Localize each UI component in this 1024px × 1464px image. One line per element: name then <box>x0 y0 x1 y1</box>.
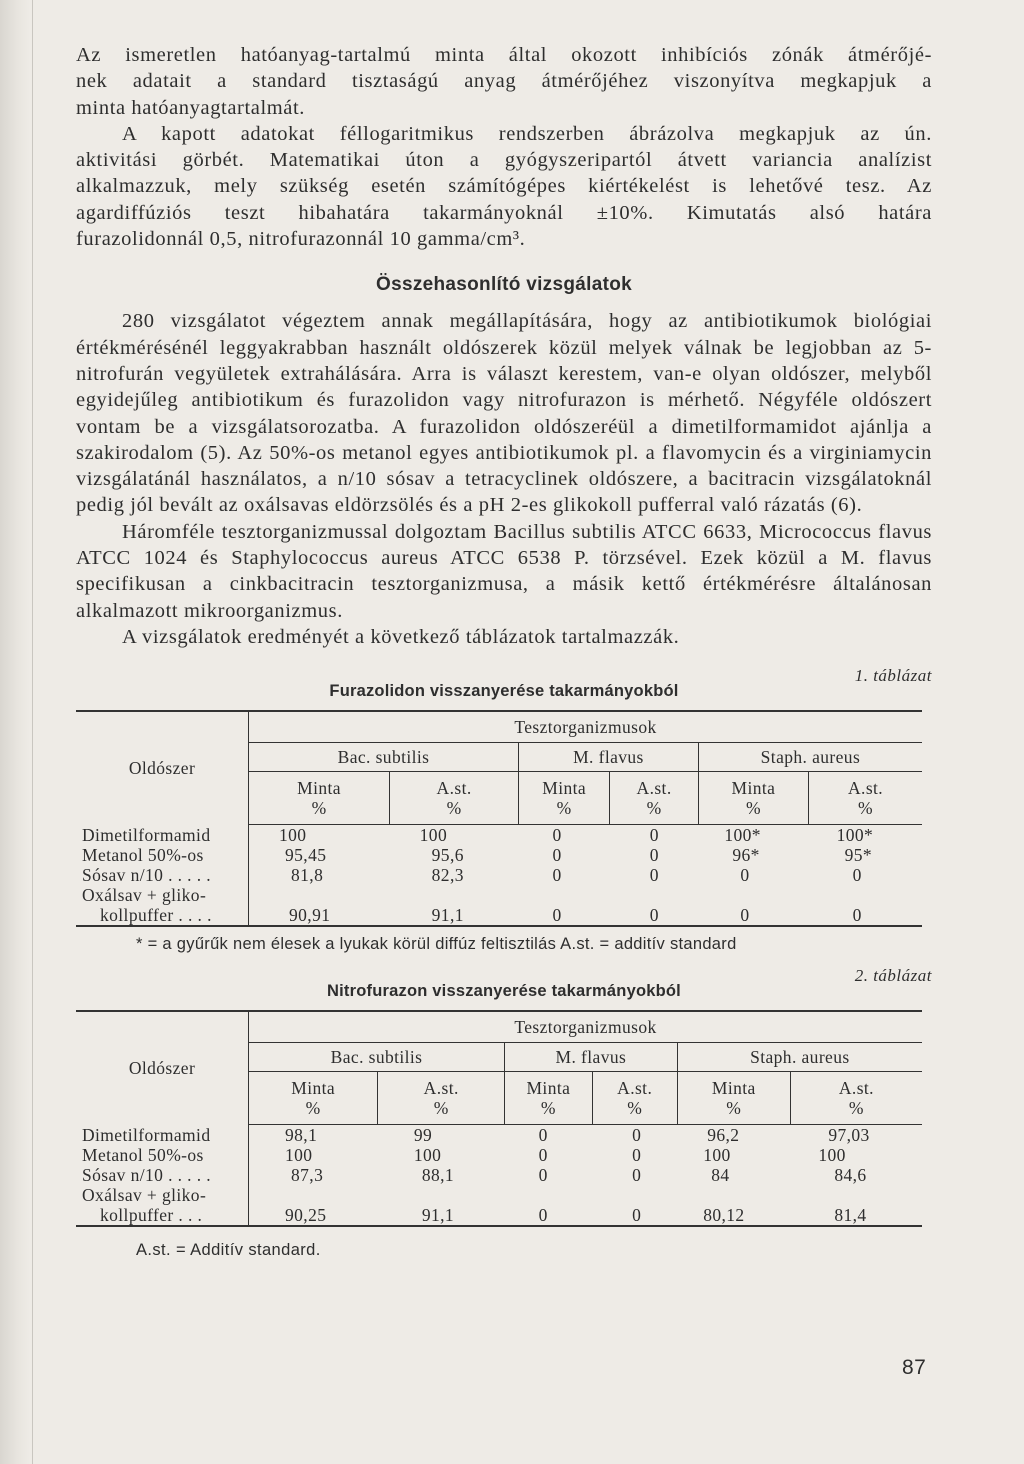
table2-organism-header: Staph. aureus <box>677 1043 922 1072</box>
table1-subheader: Minta % <box>519 772 610 825</box>
table2-col-sta-ast: 97,03 100 84,6 81,4 <box>818 1125 870 1226</box>
table1-subheader: Minta % <box>698 772 808 825</box>
table2-solvent-header: Oldószer <box>76 1011 249 1125</box>
table2-subheader: Minta % <box>505 1072 593 1125</box>
table2-title: Nitrofurazon visszanyerése takarmányokból <box>327 982 681 1001</box>
solvent-name: Metanol 50%-os <box>82 844 204 865</box>
intro-line: agardiffúziós teszt hibahatára takarmányoknál ±10%. Kimutatás alsó határa <box>76 201 932 224</box>
table2-col-sta-minta: 96,2 100 84 80,12 <box>703 1125 745 1226</box>
table1-col-bac-ast: 100 95,6 82,3 91,1 <box>419 825 464 926</box>
table1-subheader: A.st. % <box>390 772 519 825</box>
solvent-name: Dimetilformamid <box>82 1124 211 1145</box>
table2 <box>76 1010 922 1227</box>
intro-line: nek adatait a standard tisztaságú anyag átmérőjéhez viszonyítva megkapjuk a <box>76 70 932 93</box>
table1-organism-header: Bac. subtilis <box>249 743 519 772</box>
table2-subheader: A.st. % <box>592 1072 677 1125</box>
intro-line: furazolidonnál 0,5, nitrofurazonnál 10 gamma/cm³. <box>76 228 526 251</box>
intro-line: alkalmazzuk, mely szükség esetén számítógépes kiértékelést is lehetővé tesz. Az <box>76 175 932 198</box>
table2-body <box>76 1125 922 1227</box>
table1-body <box>76 825 922 927</box>
table1-header <box>76 666 932 706</box>
table1-subheader: A.st. % <box>809 772 922 825</box>
table1-title: Furazolidon visszanyerése takarmányokból <box>329 682 679 701</box>
table1-footnote: * = a gyűrűk nem élesek a lyukak körül diffúz feltisztilás A.st. = additív standard <box>136 935 737 954</box>
table2-number: 2. táblázat <box>854 966 932 986</box>
table2-footnote: A.st. = Additív standard. <box>136 1241 321 1260</box>
intro-line: Az ismeretlen hatóanyag-tartalmú minta által okozott inhibíciós zónák átmérőjé- <box>76 44 932 66</box>
table1-solvent-header: Oldószer <box>76 711 249 825</box>
table2-subheader: A.st. % <box>378 1072 505 1125</box>
solvent-name: Sósav n/10 . . . . . <box>82 864 212 885</box>
table2-col-bac-minta: 98,1 100 87,3 90,25 <box>285 1125 327 1226</box>
page-number: 87 <box>902 1356 927 1379</box>
solvent-name: Dimetilformamid <box>82 824 211 845</box>
page-content <box>76 42 932 1260</box>
table1-subheader: A.st. % <box>610 772 699 825</box>
intro-line: aktivitási görbét. Matematikai úton a gyógyszeripartól átvett variancia analízist <box>76 149 932 172</box>
solvent-name: Oxálsav + gliko- <box>82 1184 207 1205</box>
table1 <box>76 710 922 927</box>
table1-group-header: Tesztorganizmusok <box>514 716 657 737</box>
table2-solvent-names <box>76 1125 249 1227</box>
table2-subheader: Minta % <box>677 1072 790 1125</box>
table1-col-sta-ast: 100* 95* 0 0 <box>836 825 874 926</box>
section-title: Összehasonlító vizsgálatok <box>376 274 632 296</box>
solvent-name: kollpuffer . . . . <box>100 904 212 925</box>
table2-subheader: Minta % <box>249 1072 378 1125</box>
table2-subheader: A.st. % <box>790 1072 922 1125</box>
intro-line: A kapott adatokat féllogaritmikus rendszerben ábrázolva megkapjuk az ún. <box>122 122 932 145</box>
table2-organism-header: M. flavus <box>505 1043 678 1072</box>
solvent-name: Metanol 50%-os <box>82 1144 204 1165</box>
body-paragraph-1: 280 vizsgálatot végeztem annak megállapítására, hogy az antibiotikumok biológiai értékmérésénél leggyakrabban használt oldószerek közül melyek válnak be legjobban az 5-nitrofurán vegyületek extrahálására. Arra is választ kerestem, van-e olyan oldószer, melyből egyidejűleg antibiotikum és furazolidon vagy nitrofurazon is mérhető. Négyféle oldószert vontam be a vizsgálatsorozatba. A furazolidon oldószeréül a dimetilformamidot ajánlja a szakirodalom (5). Az 50%-os metanol egyes antibiotikumok pl. a flavomycin és a virginiamycin vizsgálatánál használatos, a n/10 sósav a tetracyclinek oldószere, a bacitracin vizsgálatoknál pedig jól bevált az oxálsavas eldörzsölés és a pH 2-es glikokoll pufferral való rázatás (6). <box>76 310 932 517</box>
solvent-name: Sósav n/10 . . . . . <box>82 1164 212 1185</box>
table2-organism-header: Bac. subtilis <box>249 1043 505 1072</box>
table1-subheader: Minta % <box>249 772 390 825</box>
table1-number: 1. táblázat <box>854 666 932 686</box>
page-gutter-line <box>32 0 33 1464</box>
intro-text <box>76 42 932 252</box>
body-paragraph-3: A vizsgálatok eredményét a következő táblázatok tartalmazzák. <box>122 625 680 648</box>
table2-header <box>76 966 932 1006</box>
intro-line: minta hatóanyagtartalmát. <box>76 96 306 119</box>
table1-col-sta-minta: 100* 96* 0 0 <box>724 825 761 926</box>
table1-solvent-names <box>76 825 249 927</box>
table1-col-mfl-minta: 0 0 0 0 <box>552 825 562 926</box>
table2-col-bac-ast: 99 100 88,1 91,1 <box>413 1125 455 1226</box>
table1-organism-header: M. flavus <box>519 743 699 772</box>
solvent-name: kollpuffer . . . <box>100 1204 203 1225</box>
table2-group-header: Tesztorganizmusok <box>514 1016 657 1037</box>
table1-col-mfl-ast: 0 0 0 0 <box>649 825 659 926</box>
table1-organism-header: Staph. aureus <box>698 743 922 772</box>
solvent-name: Oxálsav + gliko- <box>82 884 207 905</box>
table2-col-mfl-ast: 0 0 0 0 <box>632 1125 642 1226</box>
table2-col-mfl-minta: 0 0 0 0 <box>538 1125 548 1226</box>
body-paragraph-2: Háromféle tesztorganizmussal dolgoztam Bacillus subtilis ATCC 6633, Micrococcus flavus ATCC 1024 és Staphylococcus aureus ATCC 6538 P. törzsével. Ezek közül a M. flavus specifikusan a cinkbacitracin tesztorganizmusa, a másik kettő értékmérésre általánosan alkalmazott mikroorganizmus. <box>76 520 932 622</box>
book-spine-shadow <box>0 0 30 1464</box>
table1-col-bac-minta: 100 95,45 81,8 90,91 <box>279 825 331 926</box>
